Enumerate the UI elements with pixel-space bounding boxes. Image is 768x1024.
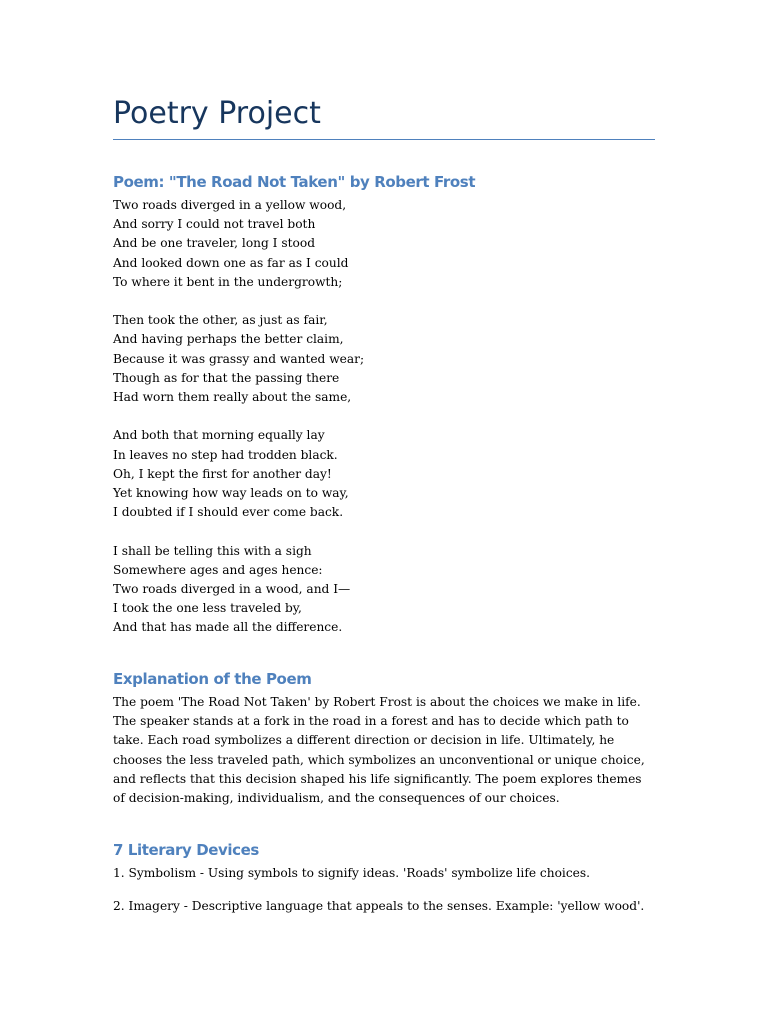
poem-stanza	[113, 426, 655, 522]
poem-line: Two roads diverged in a yellow wood,	[113, 198, 347, 212]
poem-heading: Poem: "The Road Not Taken" by Robert Frost	[113, 173, 476, 191]
poem-line: I took the one less traveled by,	[113, 601, 302, 616]
poem-line: I shall be telling this with a sigh	[113, 543, 312, 558]
poem-stanza	[113, 542, 655, 638]
poem-line: And looked down one as far as I could	[113, 255, 349, 270]
explanation-heading: Explanation of the Poem	[113, 670, 312, 688]
poem-line: In leaves no step had trodden black.	[113, 447, 338, 462]
poem-line: Somewhere ages and ages hence:	[113, 562, 323, 577]
poem-line: Had worn them really about the same,	[113, 390, 352, 405]
poem-line: To where it bent in the undergrowth;	[113, 274, 343, 289]
poem-stanza	[113, 196, 655, 292]
explanation-paragraph: The poem 'The Road Not Taken' by Robert Frost is about the choices we make in life. The speaker stands at a fork in the road in a forest and has to decide which path to take. Each road symbolizes a different direction or decision in life. Ultimately, he chooses the less traveled path, which symbolizes an unconventional or unique choice, and reflects that this decision shaped his life significantly. The poem explores themes of decision-making, individualism, and the consequences of our choices.	[113, 695, 645, 806]
poem-line: Two roads diverged in a wood, and I—	[113, 582, 351, 597]
poem-line: Because it was grassy and wanted wear;	[113, 351, 365, 366]
device-item-symbolism: 1. Symbolism - Using symbols to signify ideas. 'Roads' symbolize life choices.	[113, 866, 590, 880]
poem-stanza	[113, 311, 655, 407]
poem-line: Oh, I kept the first for another day!	[113, 466, 332, 481]
page-title: Poetry Project	[113, 96, 321, 131]
poem-line: And that has made all the difference.	[113, 620, 343, 635]
poem-line: Yet knowing how way leads on to way,	[113, 486, 349, 501]
poem-line: And having perhaps the better claim,	[113, 332, 344, 347]
devices-heading: 7 Literary Devices	[113, 841, 259, 859]
poem-line: I doubted if I should ever come back.	[113, 505, 344, 520]
poem-line: And be one traveler, long I stood	[113, 236, 315, 251]
poem-line: And both that morning equally lay	[113, 428, 325, 443]
poem-line: And sorry I could not travel both	[113, 217, 316, 232]
poem-line: Though as for that the passing there	[113, 370, 340, 385]
title-divider	[113, 139, 655, 140]
device-item-imagery: 2. Imagery - Descriptive language that appeals to the senses. Example: 'yellow wood'.	[113, 899, 645, 913]
poem-body	[113, 196, 655, 657]
poem-line: Then took the other, as just as fair,	[113, 313, 328, 328]
